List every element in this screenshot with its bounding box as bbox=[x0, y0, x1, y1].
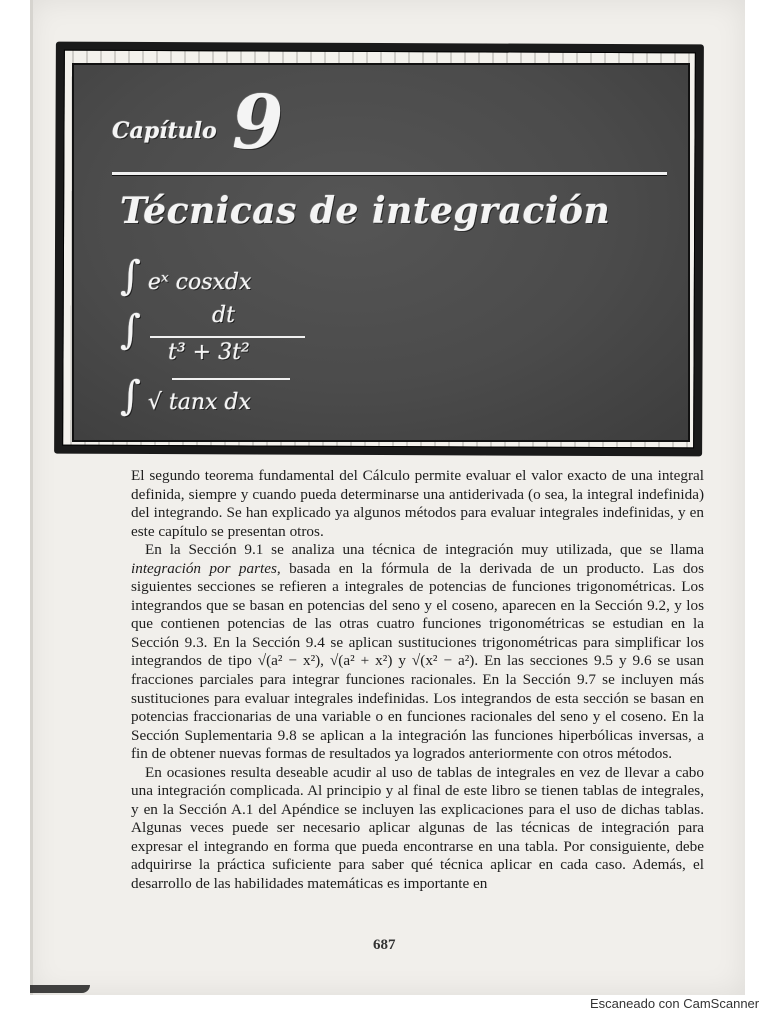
body-text bbox=[131, 467, 704, 894]
integral-sign: ∫ bbox=[120, 253, 141, 299]
fraction-bar bbox=[150, 336, 305, 338]
page-number: 687 bbox=[373, 937, 396, 953]
paragraph-2 bbox=[131, 541, 704, 764]
formula-1 bbox=[120, 253, 251, 299]
integral-sign: ∫ bbox=[120, 373, 141, 419]
paragraph-2-rest: , basada en la fórmula de la derivada de un producto. Las dos siguientes secciones se refieren a integrales de potencias de funciones trigonométricas. Los integrandos que se basan en potencias del seno y el coseno, aparecen en la Sección 9.2, y los que contienen potencias de las otras cuatro funciones trigonométricas se estudian en la Sección 9.3. En la Sección 9.4 se aplican sustituciones trigonométricas para simplificar los integrandos de tipo √(a² − x²), √(a² + x²) y √(x² − a²). En las secciones 9.5 y 9.6 se usan fracciones parciales para integrar funciones racionales. En la Sección 9.7 se incluyen más sustituciones para evaluar integrales indefinidas. Los integrandos de esta sección se basan en potencias fraccionarias de una variable o en funciones racionales del seno y el coseno. En la Sección Suplementaria 9.8 se aplican a la integración las funciones hiperbólicas inversas, a fin de obtener nuevas formas de resultados ya logrados anteriormente con otros métodos. bbox=[131, 559, 704, 763]
paragraph-3: En ocasiones resulta deseable acudir al uso de tablas de integrales en vez de llevar a cabo una integración complicada. Al principio y al final de este libro se tienen tablas de integrales, y en la Sección A.1 del Apéndice se incluyen las explicaciones para el uso de dichas tablas. Algunas veces puede ser necesario aplicar algunas de las técnicas de integración para expresar el integrando en forma que pueda encontrarse en una tabla. Por consiguiente, debe adquirirse la práctica suficiente para saber qué técnica aplicar en cada caso. Además, el desarrollo de las habilidades matemáticas es importante en bbox=[131, 763, 704, 893]
formula-2-denominator: t³ + 3t² bbox=[168, 340, 250, 365]
formula-3-body: √ tanx dx bbox=[147, 390, 251, 415]
formula-2-numerator: dt bbox=[212, 303, 235, 328]
paragraph-2-start: En la Sección 9.1 se analiza una técnica de integración muy utilizada, que se llama bbox=[145, 541, 704, 559]
scanner-watermark: Escaneado con CamScanner bbox=[590, 996, 760, 1011]
integral-sign: ∫ bbox=[120, 307, 141, 353]
paragraph-1: El segundo teorema fundamental del Cálculo permite evaluar el valor exacto de una integral definida, siempre y cuando pueda determinarse una antiderivada (o sea, la integral indefinida) del integrando. Se han explicado ya algunos métodos para evaluar integrales indefinidas, y en este capítulo se presentan otros. bbox=[131, 467, 704, 540]
formula-1-body: eˣ cosxdx bbox=[147, 270, 252, 295]
radical-vinculum bbox=[172, 378, 290, 380]
scan-edge bbox=[30, 0, 33, 995]
emphasis-term: integración por partes bbox=[131, 559, 277, 577]
scan-shadow bbox=[30, 985, 90, 993]
chapter-title: Técnicas de integración bbox=[120, 190, 611, 232]
formula-2-integral bbox=[120, 307, 141, 353]
chapter-number: 9 bbox=[232, 80, 284, 166]
chapter-label: Capítulo bbox=[112, 118, 217, 144]
chapter-divider bbox=[112, 172, 667, 176]
